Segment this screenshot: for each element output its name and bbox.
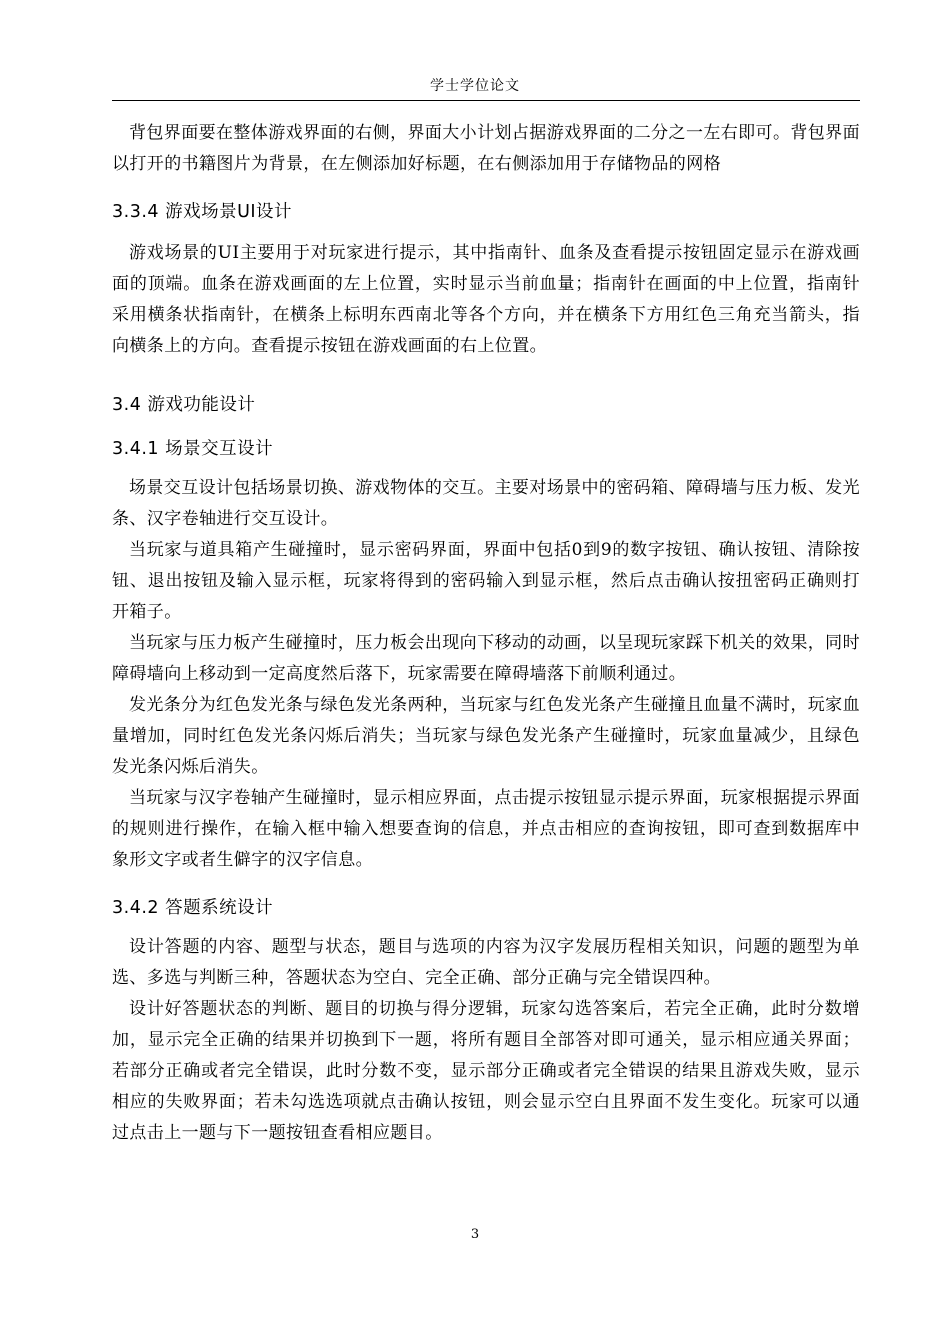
page-number: 3 [470, 1227, 480, 1242]
paragraph-3-4-1-2: 当玩家与道具箱产生碰撞时，显示密码界面，界面中包括0到9的数字按钮、确认按钮、清除按钮、退出按钮及输入显示框，玩家将得到的密码输入到显示框，然后点击确认按扭密码正确则打开箱子。 [112, 540, 860, 622]
section-heading-3-4: 3.4 游戏功能设计 [112, 395, 256, 415]
paragraph-3-4-2-2: 设计好答题状态的判断、题目的切换与得分逻辑，玩家勾选答案后，若完全正确，此时分数增加，显示完全正确的结果并切换到下一题，将所有题目全部答对即可通关，显示相应通关界面；若部分正确或者完全错误，此时分数不变，显示部分正确或者完全错误的结果且游戏失败，显示相应的失败界面；若未勾选选项就点击确认按钮，则会显示空白且界面不发生变化。玩家可以通过点击上一题与下一题按钮查看相应题目。 [112, 999, 860, 1143]
paragraph-3-4-1-1: 场景交互设计包括场景切换、游戏物体的交互。主要对场景中的密码箱、障碍墙与压力板、发光条、汉字卷轴进行交互设计。 [112, 478, 860, 529]
paragraph-3-4-1-3: 当玩家与压力板产生碰撞时，压力板会出现向下移动的动画，以呈现玩家踩下机关的效果，同时障碍墙向上移动到一定高度然后落下，玩家需要在障碍墙落下前顺利通过。 [112, 633, 860, 684]
paragraph-3-4-1-4: 发光条分为红色发光条与绿色发光条两种，当玩家与红色发光条产生碰撞且血量不满时，玩家血量增加，同时红色发光条闪烁后消失；当玩家与绿色发光条产生碰撞时，玩家血量减少，且绿色发光条闪烁后消失。 [112, 695, 860, 777]
section-heading-3-4-1: 3.4.1 场景交互设计 [112, 439, 274, 459]
paragraph-3-4-2-1: 设计答题的内容、题型与状态，题目与选项的内容为汉字发展历程相关知识，问题的题型为单选、多选与判断三种，答题状态为空白、完全正确、部分正确与完全错误四种。 [112, 937, 860, 988]
page-body [112, 118, 860, 1149]
section-heading-3-3-4: 3.3.4 游戏场景UI设计 [112, 202, 293, 222]
intro-paragraph: 背包界面要在整体游戏界面的右侧，界面大小计划占据游戏界面的二分之一左右即可。背包界面以打开的书籍图片为背景，在左侧添加好标题，在右侧添加用于存储物品的网格 [112, 123, 860, 174]
section-heading-3-4-2: 3.4.2 答题系统设计 [112, 898, 274, 918]
paragraph-3-4-1-5: 当玩家与汉字卷轴产生碰撞时，显示相应界面，点击提示按钮显示提示界面，玩家根据提示界面的规则进行操作，在输入框中输入想要查询的信息，并点击相应的查询按钮，即可查到数据库中象形文字或者生僻字的汉字信息。 [112, 788, 860, 870]
running-header-title: 学士学位论文 [430, 78, 520, 94]
header-divider [112, 100, 860, 101]
paragraph-3-3-4-1: 游戏场景的UI主要用于对玩家进行提示，其中指南针、血条及查看提示按钮固定显示在游戏画面的顶端。血条在游戏画面的左上位置，实时显示当前血量；指南针在画面的中上位置，指南针采用横条状指南针，在横条上标明东西南北等各个方向，并在横条下方用红色三角充当箭头，指向横条上的方向。查看提示按钮在游戏画面的右上位置。 [112, 243, 860, 356]
